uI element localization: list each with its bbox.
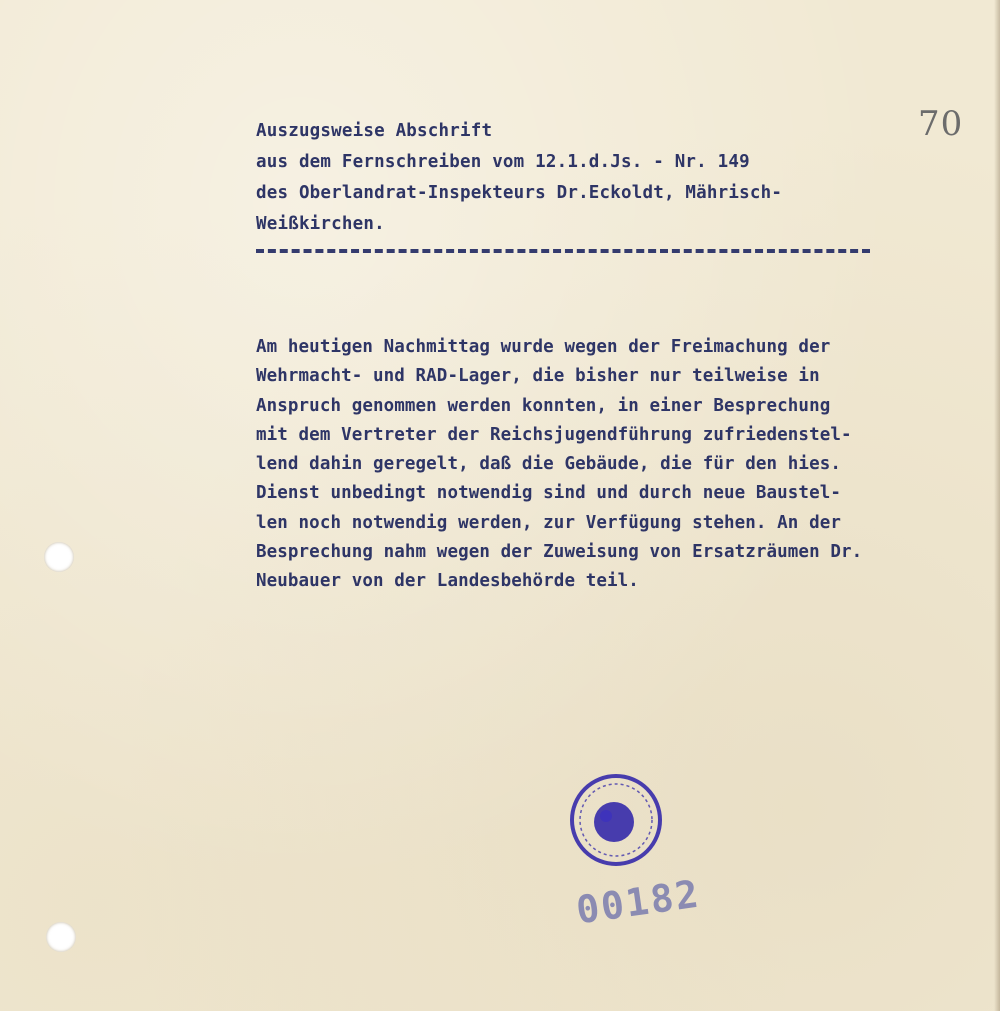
punch-hole	[44, 542, 74, 572]
archive-stamp-icon	[568, 772, 664, 868]
body-line: Am heutigen Nachmittag wurde wegen der Freimachung der	[256, 337, 831, 357]
header-line-source: aus dem Fernschreiben vom 12.1.d.Js. - Nr. 149	[256, 152, 750, 172]
page-number: 70	[918, 104, 964, 144]
document-header	[256, 116, 896, 240]
body-line: Wehrmacht- und RAD-Lager, die bisher nur teilweise in	[256, 366, 820, 387]
header-line-title: Auszugsweise Abschrift	[256, 121, 493, 141]
body-text	[256, 333, 972, 597]
body-line: Neubauer von der Landesbehörde teil.	[256, 571, 639, 592]
separator-rule	[256, 249, 870, 253]
header-line-place: Weißkirchen.	[256, 214, 385, 234]
punch-hole	[46, 922, 76, 952]
archive-number: 00182	[573, 871, 703, 933]
body-line: Besprechung nahm wegen der Zuweisung von Ersatzräumen Dr.	[256, 542, 863, 563]
header-line-author: des Oberlandrat-Inspekteurs Dr.Eckoldt, Mährisch-	[256, 183, 783, 203]
body-line: len noch notwendig werden, zur Verfügung stehen. An der	[256, 512, 841, 533]
body-line: Dienst unbedingt notwendig sind und durch neue Baustel-	[256, 483, 841, 504]
body-line: mit dem Vertreter der Reichsjugendführung zufriedenstel-	[256, 424, 852, 445]
body-line: lend dahin geregelt, daß die Gebäude, die für den hies.	[256, 454, 841, 475]
paper-edge	[994, 0, 1000, 1011]
body-line: Anspruch genommen werden konnten, in einer Besprechung	[256, 395, 831, 416]
